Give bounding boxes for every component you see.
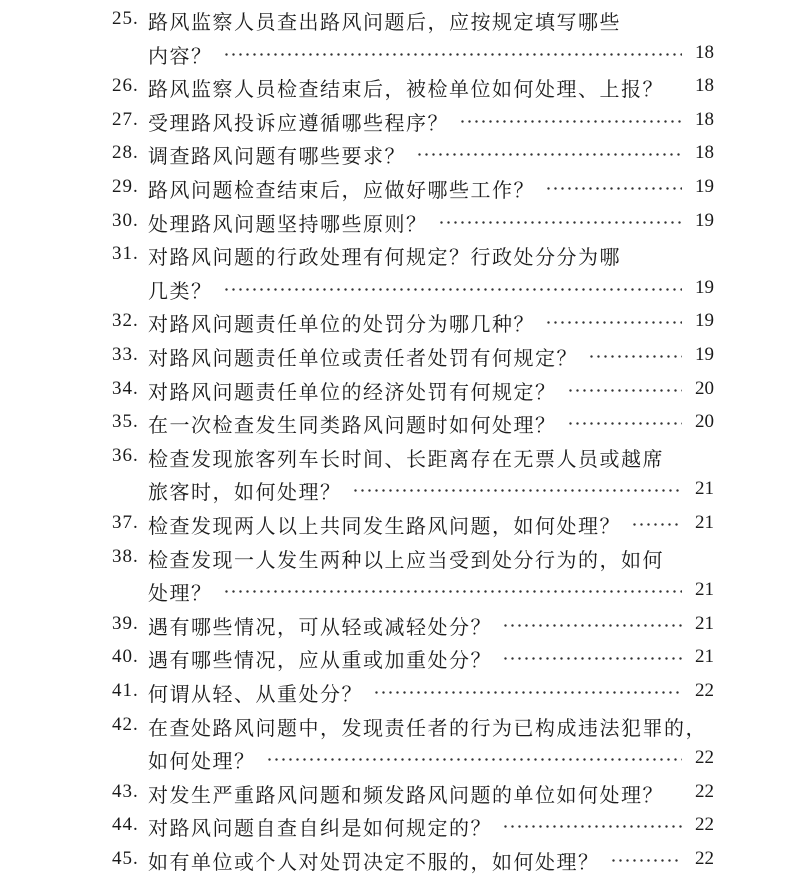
toc-entry-line (0, 172, 800, 206)
entry-title: 内容？ (148, 43, 213, 68)
dot-leader (631, 523, 682, 526)
dot-leader (502, 624, 682, 627)
entry-title: 在查处路风问题中，发现责任者的行为已构成违法犯罪的， (148, 715, 707, 740)
toc-entry-line (0, 642, 800, 676)
entry-number: 36. (112, 444, 139, 466)
entry-number: 25. (112, 8, 139, 29)
dot-leader (223, 288, 683, 291)
page-number: 20 (695, 377, 714, 399)
toc-entry-line (0, 138, 800, 172)
entry-title: 遇有哪些情况，可从轻或减轻处分？ (148, 614, 492, 639)
page-number: 20 (695, 411, 714, 433)
toc-entry-line (0, 710, 800, 744)
entry-title: 检查发现两人以上共同发生路风问题，如何处理？ (148, 514, 621, 538)
toc-entry-line (0, 340, 800, 374)
page-number: 22 (695, 848, 714, 869)
page-number: 18 (695, 108, 714, 130)
dot-leader (373, 691, 682, 694)
page-number: 21 (695, 579, 714, 601)
entry-number: 32. (112, 310, 139, 332)
entry-number: 26. (112, 75, 139, 97)
entry-number: 33. (112, 344, 139, 365)
entry-title: 如何处理？ (148, 749, 256, 774)
page-number: 21 (695, 646, 714, 668)
toc-entry-line (0, 273, 800, 307)
toc-entry-line (0, 4, 800, 38)
toc-entry-line (0, 542, 800, 576)
entry-title: 旅客时，如何处理？ (148, 480, 342, 505)
toc-entry-line (0, 474, 800, 508)
entry-number: 43. (112, 780, 139, 802)
entry-title: 对路风问题责任单位的经济处罚有何规定？ (148, 379, 557, 404)
page-number: 19 (695, 209, 714, 231)
dot-leader (416, 153, 682, 156)
entry-number: 35. (112, 411, 139, 433)
dot-leader (352, 489, 683, 492)
toc-entry-line (0, 71, 800, 105)
entry-title: 检查发现一人发生两种以上应当受到处分行为的，如何 (148, 547, 664, 572)
entry-title: 处理路风问题坚持哪些原则？ (148, 211, 428, 236)
entry-number: 38. (112, 545, 139, 567)
dot-leader (502, 657, 682, 660)
entry-title: 处理？ (148, 581, 213, 606)
toc-entry-line (0, 239, 800, 273)
dot-leader (567, 389, 683, 392)
entry-title: 对路风问题责任单位的处罚分为哪几种？ (148, 312, 535, 337)
page-number: 19 (695, 176, 714, 197)
entry-title: 调查路风问题有哪些要求？ (148, 144, 406, 169)
entry-title: 何谓从轻、从重处分？ (148, 682, 363, 706)
entry-title: 对路风问题自查自纠是如何规定的？ (148, 816, 492, 841)
toc-entry-line (0, 508, 800, 542)
page-number: 22 (695, 780, 714, 802)
dot-leader (438, 221, 683, 224)
entry-number: 31. (112, 243, 139, 265)
page-number: 22 (695, 814, 714, 836)
toc-entry-line (0, 810, 800, 844)
entry-title: 路风监察人员查出路风问题后，应按规定填写哪些 (148, 10, 621, 34)
dot-leader (545, 321, 682, 324)
dot-leader (588, 355, 682, 358)
dot-leader (545, 187, 682, 190)
entry-title: 路风问题检查结束后，应做好哪些工作？ (148, 178, 535, 202)
entry-number: 42. (112, 713, 139, 735)
entry-number: 45. (112, 848, 139, 869)
page-number: 21 (695, 512, 714, 533)
entry-title: 对发生严重路风问题和频发路风问题的单位如何处理？ (148, 782, 664, 807)
toc-entry-line (0, 743, 800, 777)
entry-title: 路风监察人员检查结束后，被检单位如何处理、上报？ (148, 77, 664, 102)
entry-number: 41. (112, 680, 139, 701)
page-number: 19 (695, 344, 714, 365)
entry-title: 几类？ (148, 278, 213, 303)
dot-leader (459, 120, 682, 123)
dot-leader (266, 758, 683, 761)
entry-number: 44. (112, 814, 139, 836)
page-number: 18 (695, 41, 714, 63)
page-number: 21 (695, 478, 714, 500)
entry-number: 29. (112, 176, 139, 197)
toc-entry-line (0, 441, 800, 475)
toc-entry-line (0, 575, 800, 609)
page-number: 21 (695, 612, 714, 634)
page-number: 22 (695, 680, 714, 701)
entry-title: 在一次检查发生同类路风问题时如何处理？ (148, 413, 557, 438)
entry-title: 对路风问题的行政处理有何规定？行政处分分为哪 (148, 245, 621, 270)
toc-entry-line (0, 609, 800, 643)
entry-number: 39. (112, 612, 139, 634)
entry-number: 27. (112, 108, 139, 130)
entry-title: 受理路风投诉应遵循哪些程序？ (148, 110, 449, 135)
page-number: 18 (695, 142, 714, 164)
dot-leader (610, 859, 683, 862)
entry-number: 28. (112, 142, 139, 164)
page-number: 22 (695, 747, 714, 769)
entry-title: 遇有哪些情况，应从重或加重处分？ (148, 648, 492, 673)
entry-number: 30. (112, 209, 139, 231)
toc-entry-line (0, 777, 800, 811)
entry-number: 34. (112, 377, 139, 399)
entry-number: 37. (112, 512, 139, 533)
entry-title: 如有单位或个人对处罚决定不服的，如何处理？ (148, 850, 600, 874)
dot-leader (502, 825, 682, 828)
toc-entry-line (0, 676, 800, 710)
page-number: 19 (695, 276, 714, 298)
dot-leader (567, 422, 683, 425)
toc-entry-line (0, 206, 800, 240)
page-number: 18 (695, 75, 714, 97)
entry-number: 40. (112, 646, 139, 668)
toc-entry-line (0, 407, 800, 441)
entry-title: 对路风问题责任单位或责任者处罚有何规定？ (148, 346, 578, 370)
dot-leader (223, 590, 683, 593)
page-number: 19 (695, 310, 714, 332)
toc-entry-line (0, 38, 800, 72)
dot-leader (223, 53, 683, 56)
toc-entry-line (0, 374, 800, 408)
toc-entry-line (0, 306, 800, 340)
entry-title: 检查发现旅客列车长时间、长距离存在无票人员或越席 (148, 446, 664, 471)
toc-entry-line (0, 105, 800, 139)
